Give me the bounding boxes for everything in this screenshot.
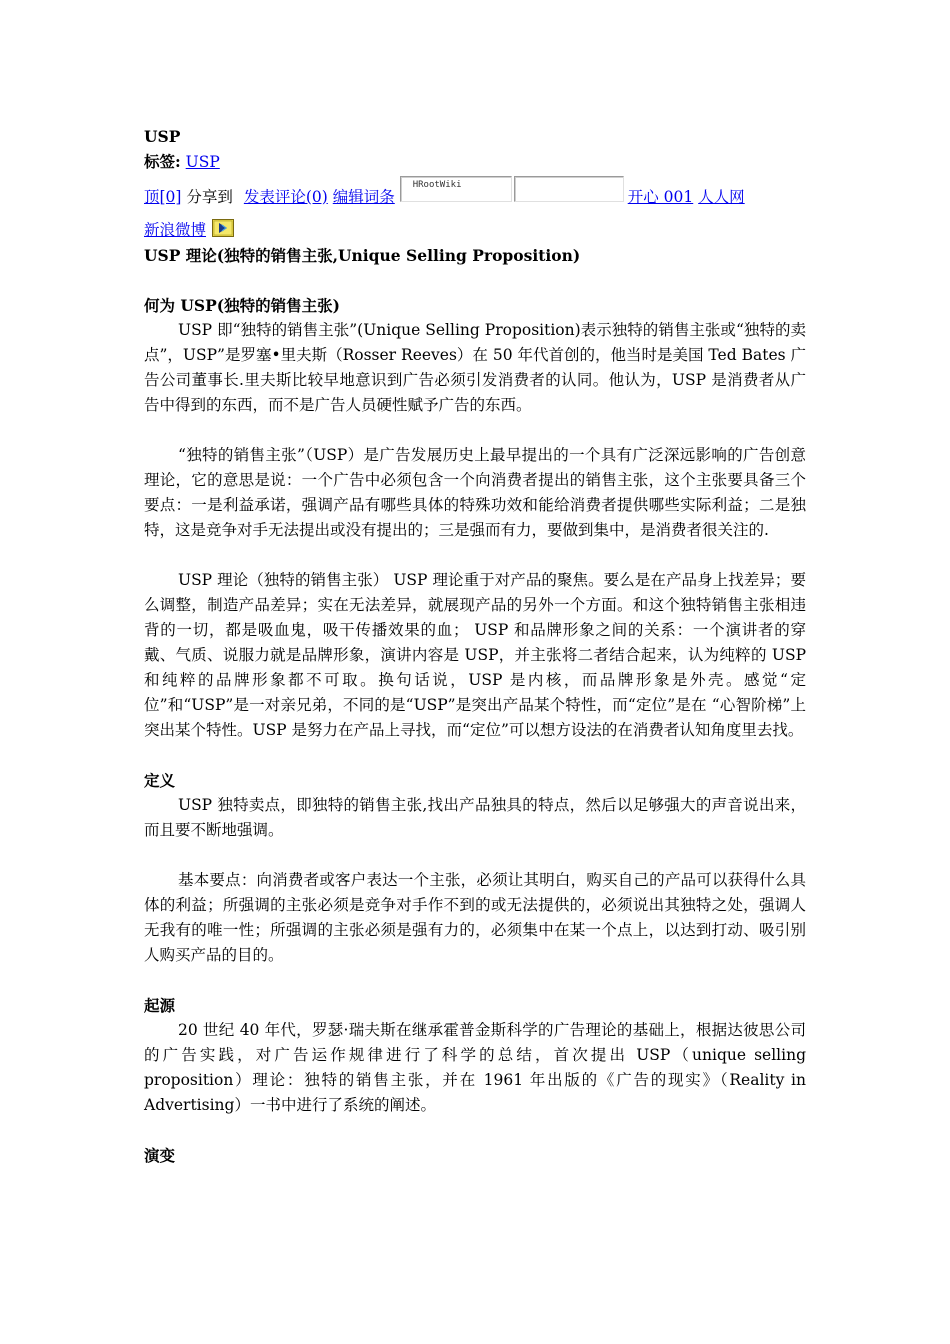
document-page: [144, 124, 806, 1168]
section-title-what-is-usp: 何为 USP(独特的销售主张): [144, 296, 340, 315]
article-heading: USP 理论(独特的销售主张,Unique Selling Proposition): [144, 246, 581, 265]
renren-link[interactable]: 人人网: [698, 188, 745, 206]
section-title-origin: 起源: [144, 996, 176, 1015]
paragraph: “独特的销售主张”（USP）是广告发展历史上最早提出的一个具有广泛深远影响的广告创意理论，它的意思是说：一个广告中必须包含一个向消费者提出的销售主张，这个主张要具备三个要点：一是利益承诺，强调产品有哪些具体的特殊功效和能给消费者提供哪些实际利益；二是独特，这是竞争对手无法提出或没有提出的；三是强而有力，要做到集中，是消费者很关注的.: [144, 446, 806, 539]
upvote-link[interactable]: 顶[0]: [144, 188, 182, 206]
paragraph: 20 世纪 40 年代，罗瑟·瑞夫斯在继承霍普金斯科学的广告理论的基础上，根据达彼思公司的广告实践，对广告运作规律进行了科学的总结，首次提出 USP（unique selling proposition）理论：独特的销售主张，并在 1961 年出版的《广告的现实》（Reality in Advertising）一书中进行了系统的阐述。: [144, 1021, 806, 1114]
paragraph: USP 理论（独特的销售主张） USP 理论重于对产品的聚焦。要么是在产品身上找差异；要么调整，制造产品差异；实在无法差异，就展现产品的另外一个方面。和这个独特销售主张相违背的一切，都是吸血鬼，吸干传播效果的血； USP 和品牌形象之间的关系：一个演讲者的穿戴、气质、说服力就是品牌形象，演讲内容是 USP，并主张将二者结合起来，认为纯粹的 USP 和纯粹的品牌形象都不可取。换句话说，USP 是内核，而品牌形象是外壳。感觉“定位”和“USP”是一对亲兄弟，不同的是“USP”是突出产品某个特性，而“定位”是在 “心智阶梯”上突出某个特性。USP 是努力在产品上寻找，而“定位”可以想方设法的在消费者认知角度里去找。: [144, 571, 806, 739]
share-widget-box[interactable]: [400, 176, 512, 202]
share-widget-box-2[interactable]: [514, 176, 624, 202]
section-title-evolution: 演变: [144, 1146, 176, 1165]
share-label: 分享到: [186, 188, 233, 206]
action-toolbar: [144, 180, 806, 222]
tags-row: [144, 149, 806, 174]
paragraph: USP 即“独特的销售主张”(Unique Selling Proposition)表示独特的销售主张或“独特的卖点”，USP”是罗塞•里夫斯（Rosser Reeves）在 50 年代首创的，他当时是美国 Ted Bates 广告公司董事长.里夫斯比较早地意识到广告必须引发消费者的认同。他认为，USP 是消费者从广告中得到的东西，而不是广告人员硬性赋予广告的东西。: [144, 321, 806, 414]
paragraph: USP 独特卖点，即独特的销售主张,找出产品独具的特点，然后以足够强大的声音说出来，而且要不断地强调。: [144, 796, 806, 839]
kaixin-link[interactable]: 开心 001: [627, 188, 694, 206]
comment-link[interactable]: 发表评论(0): [243, 188, 328, 206]
edit-entry-link[interactable]: 编辑词条: [332, 188, 395, 206]
share-widget-text: HRootWiki: [412, 180, 462, 190]
weibo-link[interactable]: 新浪微博: [144, 221, 207, 239]
tag-link-usp[interactable]: USP: [185, 153, 220, 171]
section-title-definition: 定义: [144, 771, 176, 790]
tags-label: 标签:: [144, 152, 181, 171]
paragraph: 基本要点：向消费者或客户表达一个主张，必须让其明白，购买自己的产品可以获得什么具体的利益；所强调的主张必须是竞争对手作不到的或无法提供的，必须说出其独特之处，强调人无我有的唯一性；所强调的主张必须是强有力的，必须集中在某一个点上，以达到打动、吸引别人购买产品的目的。: [144, 871, 806, 964]
page-title: USP: [144, 127, 181, 146]
